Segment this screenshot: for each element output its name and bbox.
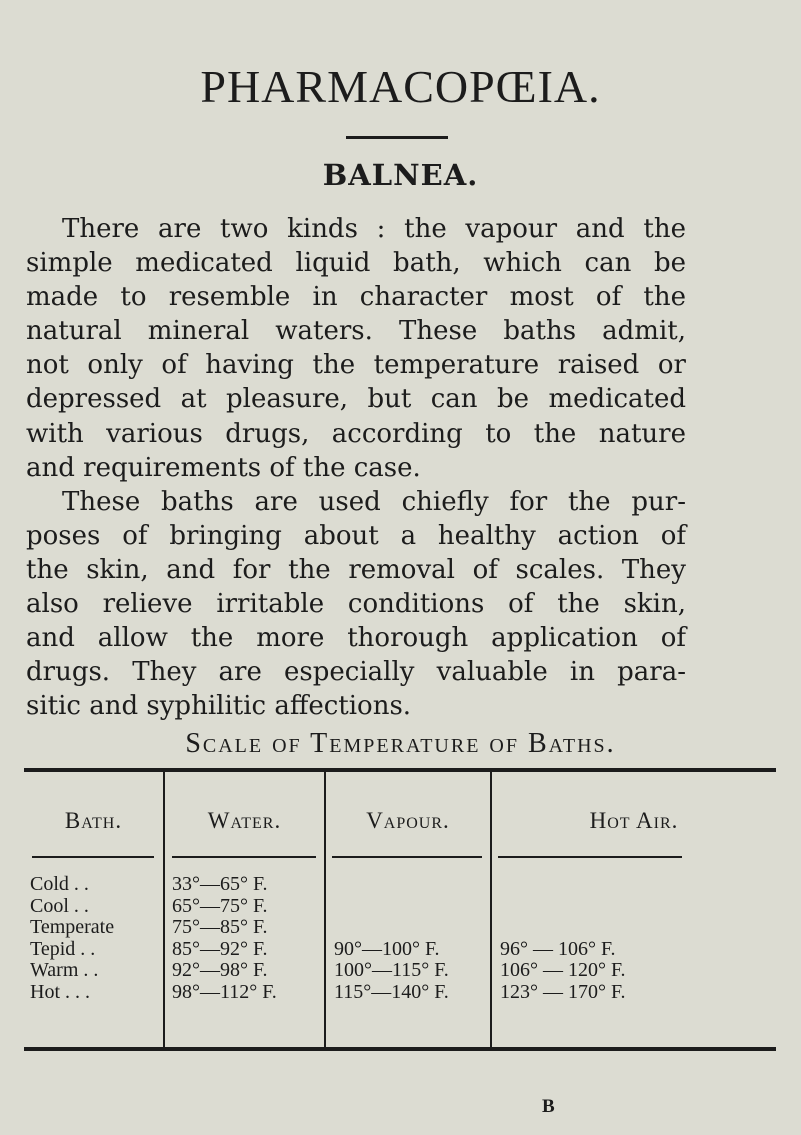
header-bath: Bath. [64,808,123,833]
body-line: and allow the more thorough application of [26,623,686,654]
water-column [172,874,277,1003]
body-line: simple medicated liquid bath, which can be [26,248,686,279]
water-cell: 65°—75° F. [172,894,268,917]
section-heading: BALNEA. [322,158,479,192]
water-cell: 98°—112° F. [172,980,277,1003]
body-line: poses of bringing about a healthy action of [26,520,686,551]
body-line: These baths are used chiefly for the pur- [62,486,686,517]
body-line: also relieve irritable conditions of the skin, [26,589,686,620]
hot-air-cell: 123° — 170° F. [500,980,626,1003]
body-line: drugs. They are especially valuable in para- [26,657,686,688]
water-cell: 75°—85° F. [172,916,268,938]
body-line: sitic and syphilitic affections. [26,691,412,722]
table-bottom-rule [24,1047,776,1051]
bath-cell: Temperate [30,916,115,938]
body-line: with various drugs, according to the nature [26,418,686,449]
water-cell: 92°—98° F. [172,959,268,981]
vapour-cell: 100°—115° F. [334,959,449,981]
header-rule [498,856,682,858]
header-rule [32,856,154,858]
bath-cell: Hot . . . [30,980,90,1003]
hot-air-column [500,874,626,1003]
vapour-cell: 115°—140° F. [334,980,449,1003]
hot-air-cell: 106° — 120° F. [500,959,626,981]
body-text [26,212,686,723]
table-top-rule [24,768,776,772]
signature-mark: B [542,1096,555,1117]
hot-air-cell: 96° — 106° F. [500,937,616,960]
page-title: PHARMACOPŒIA. [200,61,601,112]
body-line: the skin, and for the removal of scales. They [26,554,686,585]
title-rule [346,136,448,139]
header-vapour: Vapour. [366,808,450,833]
bath-cell: Tepid . . [30,937,96,960]
header-water: Water. [207,808,282,833]
header-hot-air: Hot Air. [589,808,679,833]
body-line: made to resemble in character most of the [26,282,686,313]
header-rule [332,856,482,858]
body-line: There are two kinds : the vapour and the [62,214,686,244]
bath-cell: Warm . . [30,959,99,981]
vapour-column [334,874,449,1003]
bath-cell: Cool . . [30,894,89,917]
scale-heading: Scale of Temperature of Baths. [185,728,616,759]
bath-column [30,874,114,1003]
vapour-cell: 90°—100° F. [334,937,440,960]
water-cell: 85°—92° F. [172,937,268,960]
body-line: not only of having the temperature raised or [26,350,686,381]
body-line: natural mineral waters. These baths admit, [26,316,686,347]
body-line: and requirements of the case. [26,452,421,483]
body-line: depressed at pleasure, but can be medicated [26,384,686,415]
water-cell: 33°—65° F. [172,873,268,895]
bath-cell: Cold . . [30,873,89,895]
header-rule [172,856,316,858]
